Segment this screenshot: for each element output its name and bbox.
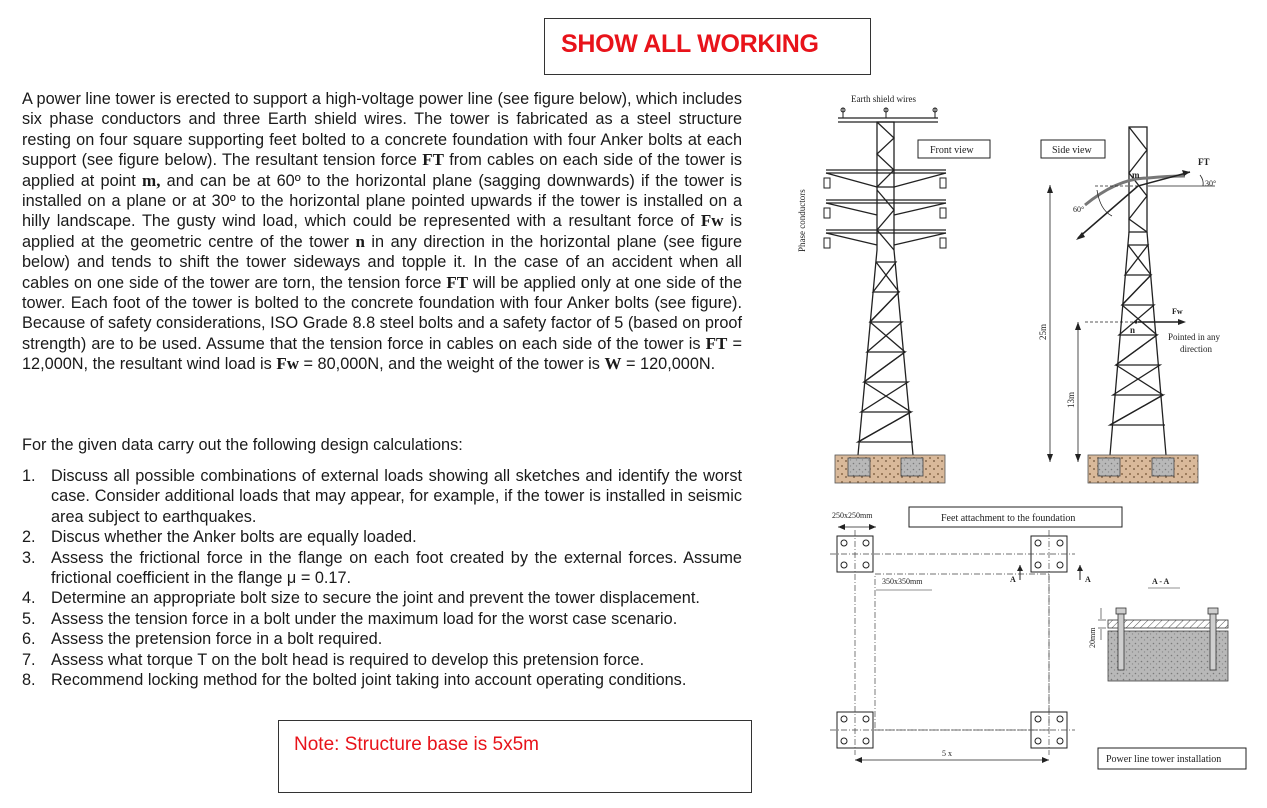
dim-arrow	[1047, 185, 1053, 193]
list-number: 7.	[22, 650, 36, 669]
banner-title: SHOW ALL WORKING	[561, 30, 819, 58]
dim-arrow	[1047, 454, 1053, 462]
angle-30-label: 30°	[1205, 179, 1217, 188]
fw-arrowhead	[1178, 319, 1186, 325]
intro-text: will be applied only at one side of the tower. Each foot of the tower is bolted to the concrete foundation with four Anker bolts (see figure). Because of safety considerations, ISO Grade 8.8 steel bolts and a safety factor of 5 (based on proof strength) are to be used. Assume that the tension force in cables on each side of the tower is	[22, 273, 742, 353]
symbol-n: n	[355, 231, 365, 251]
intro-text: = 80,000N, and the weight of the tower is	[299, 355, 605, 374]
list-number: 8.	[22, 671, 36, 690]
angle-30-arc	[1200, 175, 1203, 186]
list-text: Determine an appropriate bolt size to secure the joint and prevent the tower displacement.	[51, 589, 700, 608]
caption-label: Power line tower installation	[1106, 754, 1222, 765]
symbol-ft: FT	[705, 333, 728, 353]
symbol-w: W	[604, 354, 622, 374]
side-view-label: Side view	[1052, 145, 1092, 156]
list-text: Assess the frictional force in the flange on each foot created by the external forces. Assume frictional coefficient in the flange μ = 0.17.	[51, 548, 742, 588]
fw-label: Fw	[1172, 307, 1183, 316]
foot-size-label: 250x250mm	[832, 511, 873, 520]
dim-arrow	[869, 524, 876, 530]
intro-text: and can be at 60º to the horizontal plane (sagging downwards) if the tower is installed on a plane or at 30º to the horizontal plane pointed upwards if the tower is installed on a hilly landscape. The gusty wind load, which could be represented with a resultant force of	[22, 171, 742, 231]
list-text: Assess the tension force in a bolt under the maximum load for the worst case scenario.	[51, 609, 678, 628]
front-foundation-right	[901, 458, 923, 476]
height-13-label: 13m	[1066, 391, 1076, 408]
thickness-label: 20mm	[1088, 627, 1097, 648]
front-view-label: Front view	[930, 145, 974, 156]
dim-arrow	[855, 757, 862, 763]
height-25-label: 25m	[1038, 323, 1048, 340]
side-foundation-right	[1152, 458, 1174, 476]
list-text: Assess what torque T on the bolt head is required to develop this pretension force.	[51, 650, 645, 669]
ft-label: FT	[1198, 157, 1210, 167]
list-text: Discus whether the Anker bolts are equally loaded.	[51, 528, 417, 547]
dim-arrow	[1075, 454, 1081, 462]
list-number: 6.	[22, 630, 36, 649]
intro-text: in any direction in the horizontal plane (see figure below) and tends to shift the tower sideways and topple it. In the case of an accident when all cables on one side of the tower are torn, the tension force	[22, 232, 743, 292]
base-width-label: 5 x	[942, 749, 952, 758]
intro-text: A power line tower is erected to support a high-voltage power line (see figure below), which includes six phase conductors and three Earth shield wires. The tower is fabricated as a steel structure resting on four square supporting feet bolted to a concrete foundation with four Anker bolts at each support (see figure below). The resultant tension force	[22, 90, 742, 170]
dim-arrow	[1075, 322, 1081, 330]
earth-wire-insulator	[841, 108, 937, 118]
list-text: Recommend locking method for the bolted joint taking into account operating conditions.	[51, 671, 687, 690]
list-number: 3.	[22, 548, 36, 567]
symbol-fw: Fw	[276, 354, 299, 374]
intro-text: = 120,000N.	[621, 355, 716, 374]
section-a-right: A	[1085, 575, 1091, 584]
symbol-m: m,	[142, 170, 161, 190]
intro-text: from cables on each side of the tower is applied at point	[22, 151, 742, 190]
symbol-fw: Fw	[700, 211, 724, 231]
earth-shield-label: Earth shield wires	[851, 94, 916, 104]
list-number: 5.	[22, 609, 36, 628]
list-text: Discuss all possible combinations of external loads showing all sketches and identify the worst case. Consider additional loads that may appear, for example, if the tower is installed in seismic area subject to earthquakes.	[51, 467, 742, 526]
list-number: 2.	[22, 528, 36, 547]
m-label: m	[1132, 170, 1140, 180]
calculations-lead: For the given data carry out the following design calculations:	[22, 436, 463, 454]
intro-text: = 12,000N, the resultant wind load is	[22, 334, 742, 374]
symbol-ft: FT	[422, 150, 444, 170]
list-number: 1.	[22, 467, 36, 485]
phase-conductors-label: Phase conductors	[797, 189, 807, 252]
note-text: Note: Structure base is 5x5m	[294, 734, 539, 755]
intro-text: is applied at the geometric centre of the tower	[22, 212, 742, 251]
front-foundation-left	[848, 458, 870, 476]
feet-attachment-label: Feet attachment to the foundation	[941, 513, 1076, 524]
angle-60-label: 60°	[1073, 205, 1085, 214]
section-arrow	[1017, 565, 1023, 571]
section-arrow	[1077, 565, 1083, 571]
list-number: 4.	[22, 589, 36, 608]
bolt-spacing-label: 350x350mm	[882, 577, 923, 586]
foot-plates	[837, 536, 1067, 748]
side-foundation-left	[1098, 458, 1120, 476]
list-text: Assess the pretension force in a bolt required.	[51, 630, 383, 649]
dim-arrow	[1042, 757, 1049, 763]
section-a-left: A	[1010, 575, 1016, 584]
dim-arrow	[838, 524, 845, 530]
section-aa-title: A - A	[1152, 577, 1170, 586]
pointed-label-2: direction	[1180, 344, 1212, 354]
symbol-ft: FT	[446, 272, 469, 292]
point-n	[1134, 320, 1137, 323]
n-label: n	[1130, 325, 1136, 335]
pointed-label-1: Pointed in any	[1168, 332, 1220, 342]
